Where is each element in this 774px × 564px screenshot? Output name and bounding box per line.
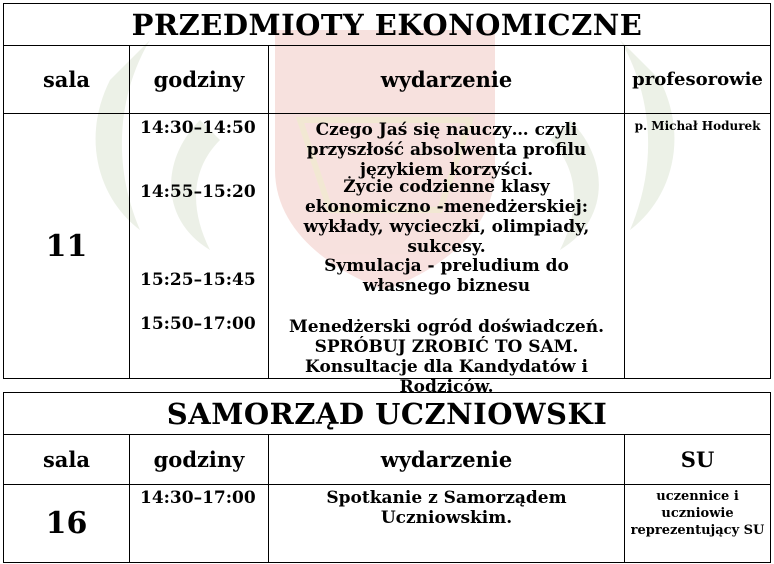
header-room: sala [4,46,130,114]
header-su: SU [625,435,771,485]
section-title: PRZEDMIOTY EKONOMICZNE [4,4,771,46]
header-hours: godziny [130,46,269,114]
su-cell [625,485,771,563]
header-event: wydarzenie [269,435,625,485]
economics-schedule-table [3,3,771,397]
room-number: 11 [4,114,130,379]
time-slot: 14:55–15:20 [140,182,256,202]
event-item: Spotkanie z Samorządem Uczniowskim. [326,488,567,528]
section-title: SAMORZĄD UCZNIOWSKI [4,393,771,435]
header-hours: godziny [130,435,269,485]
hours-cell [130,114,269,379]
professor-name: p. Michał Hodurek [634,119,761,133]
time-slot: 14:30–17:00 [140,488,256,508]
event-item: Symulacja - preludium do własnego biznesu [324,256,569,296]
hours-cell [130,485,269,563]
time-slot: 15:25–15:45 [140,270,256,290]
events-cell [269,114,625,397]
events-cell [269,485,625,563]
professor-cell [625,114,771,379]
header-room: sala [4,435,130,485]
event-item: Czego Jaś się nauczy… czyli przyszłość absolwenta profilu językiem korzyści. [306,120,587,180]
time-slot: 14:30–14:50 [140,118,256,138]
event-item: Życie codzienne klasy ekonomiczno -menedżerskiej: wykłady, wycieczki, olimpiady, sukcesy. [303,177,590,257]
student-council-table [3,392,771,563]
room-number: 16 [4,485,130,563]
su-representatives: uczennice i uczniowie reprezentujący SU [630,489,765,538]
header-event: wydarzenie [269,46,625,114]
time-slot: 15:50–17:00 [140,314,256,334]
event-item: Menedżerski ogród doświadczeń. SPRÓBUJ ZROBIĆ TO SAM. Konsultacje dla Kandydatów i Rodziców. [288,317,605,397]
header-professors: profesorowie [625,46,771,114]
